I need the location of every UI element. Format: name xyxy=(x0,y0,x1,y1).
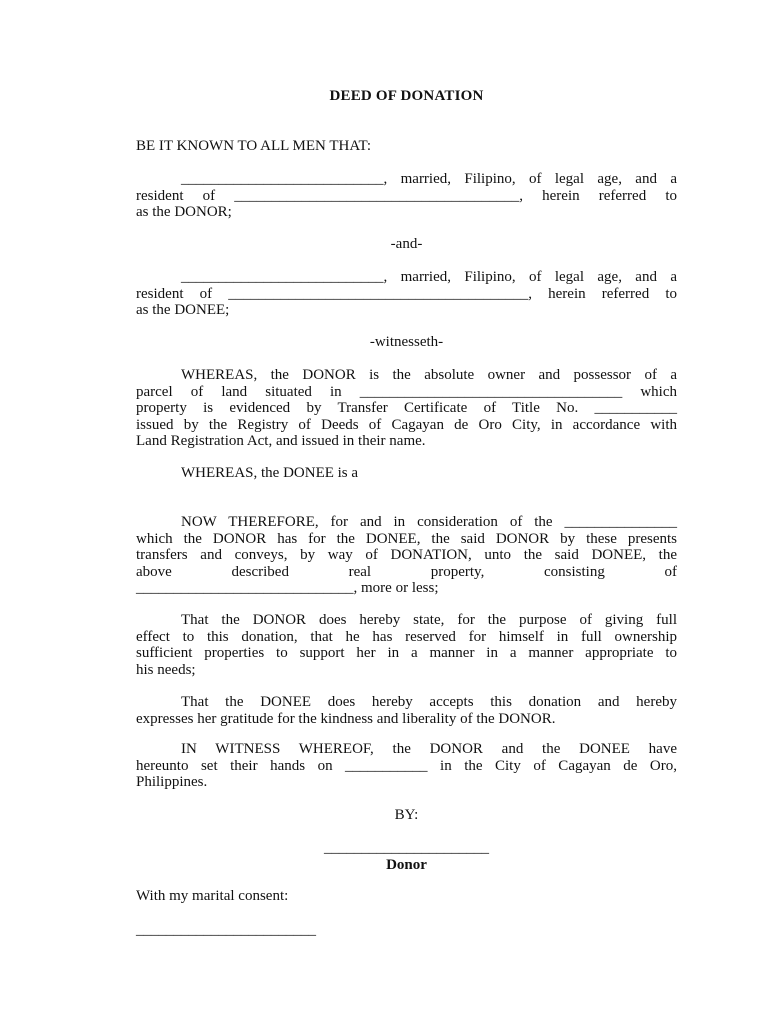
whereas-ownership-line-5: Land Registration Act, and issued in their name. xyxy=(136,433,426,449)
donee-party-line-3: as the DONEE; xyxy=(136,302,230,318)
now-therefore-line-2: which the DONOR has for the DONEE, the said DONOR by these presents xyxy=(136,530,677,547)
donor-signature-label: Donor xyxy=(386,856,427,873)
donee-party-paragraph xyxy=(136,269,677,319)
donor-party-line-3: as the DONOR; xyxy=(136,204,232,220)
witness-clause-line-2: hereunto set their hands on ___________ in the City of Cagayan de Oro, xyxy=(136,757,677,774)
donee-acceptance-line-1: That the DONEE does hereby accepts this donation and hereby xyxy=(181,694,677,710)
by-label: BY: xyxy=(394,807,419,823)
witness-clause-line-1: IN WITNESS WHEREOF, the DONOR and the DONEE have xyxy=(181,741,677,757)
donee-party-line-1: ___________________________, married, Filipino, of legal age, and a xyxy=(181,269,677,285)
donor-statement-line-1: That the DONOR does hereby state, for the purpose of giving full xyxy=(181,612,677,628)
now-therefore-line-3: transfers and conveys, by way of DONATION, unto the said DONEE, the xyxy=(136,547,677,563)
donor-party-paragraph xyxy=(136,171,677,221)
marital-consent-signature-line: ________________________ xyxy=(136,922,316,938)
donor-signature-block xyxy=(136,840,677,873)
whereas-ownership-line-4: issued by the Registry of Deeds of Cagayan de Oro City, in accordance with xyxy=(136,416,677,433)
and-separator: -and- xyxy=(390,236,423,252)
donor-statement-line-4: his needs; xyxy=(136,661,196,678)
witness-clause-paragraph xyxy=(136,741,677,791)
salutation: BE IT KNOWN TO ALL MEN THAT: xyxy=(136,138,372,154)
witnesseth-heading: -witnesseth- xyxy=(369,334,444,350)
marital-consent-label: With my marital consent: xyxy=(136,888,289,904)
whereas-ownership-paragraph xyxy=(136,367,677,450)
whereas-ownership-line-3: property is evidenced by Transfer Certificate of Title No. ___________ xyxy=(136,400,677,416)
donee-acceptance-paragraph xyxy=(136,694,677,727)
whereas-donee-paragraph: WHEREAS, the DONEE is a xyxy=(181,465,359,481)
donor-party-line-2: resident of ______________________________________, herein referred to xyxy=(136,187,677,204)
whereas-ownership-line-1: WHEREAS, the DONOR is the absolute owner and possessor of a xyxy=(181,367,677,383)
whereas-ownership-line-2: parcel of land situated in ___________________________________ which xyxy=(136,383,677,400)
donor-party-line-1: ___________________________, married, Filipino, of legal age, and a xyxy=(181,171,677,187)
donee-acceptance-line-2: expresses her gratitude for the kindness and liberality of the DONOR. xyxy=(136,710,556,727)
donee-party-line-2: resident of ________________________________________, herein referred to xyxy=(136,285,677,302)
document-title: DEED OF DONATION xyxy=(329,88,484,104)
now-therefore-paragraph xyxy=(136,514,677,597)
now-therefore-line-5: _____________________________, more or less; xyxy=(136,580,439,596)
donor-statement-line-2: effect to this donation, that he has reserved for himself in full ownership xyxy=(136,628,677,645)
donor-statement-line-3: sufficient properties to support her in a manner in a manner appropriate to xyxy=(136,645,677,661)
now-therefore-line-1: NOW THEREFORE, for and in consideration of the _______________ xyxy=(181,514,677,530)
donor-statement-paragraph xyxy=(136,612,677,678)
now-therefore-line-4: above described real property, consisting of xyxy=(136,563,677,580)
donor-signature-line: ______________________ xyxy=(324,840,489,856)
witness-clause-line-3: Philippines. xyxy=(136,774,208,790)
